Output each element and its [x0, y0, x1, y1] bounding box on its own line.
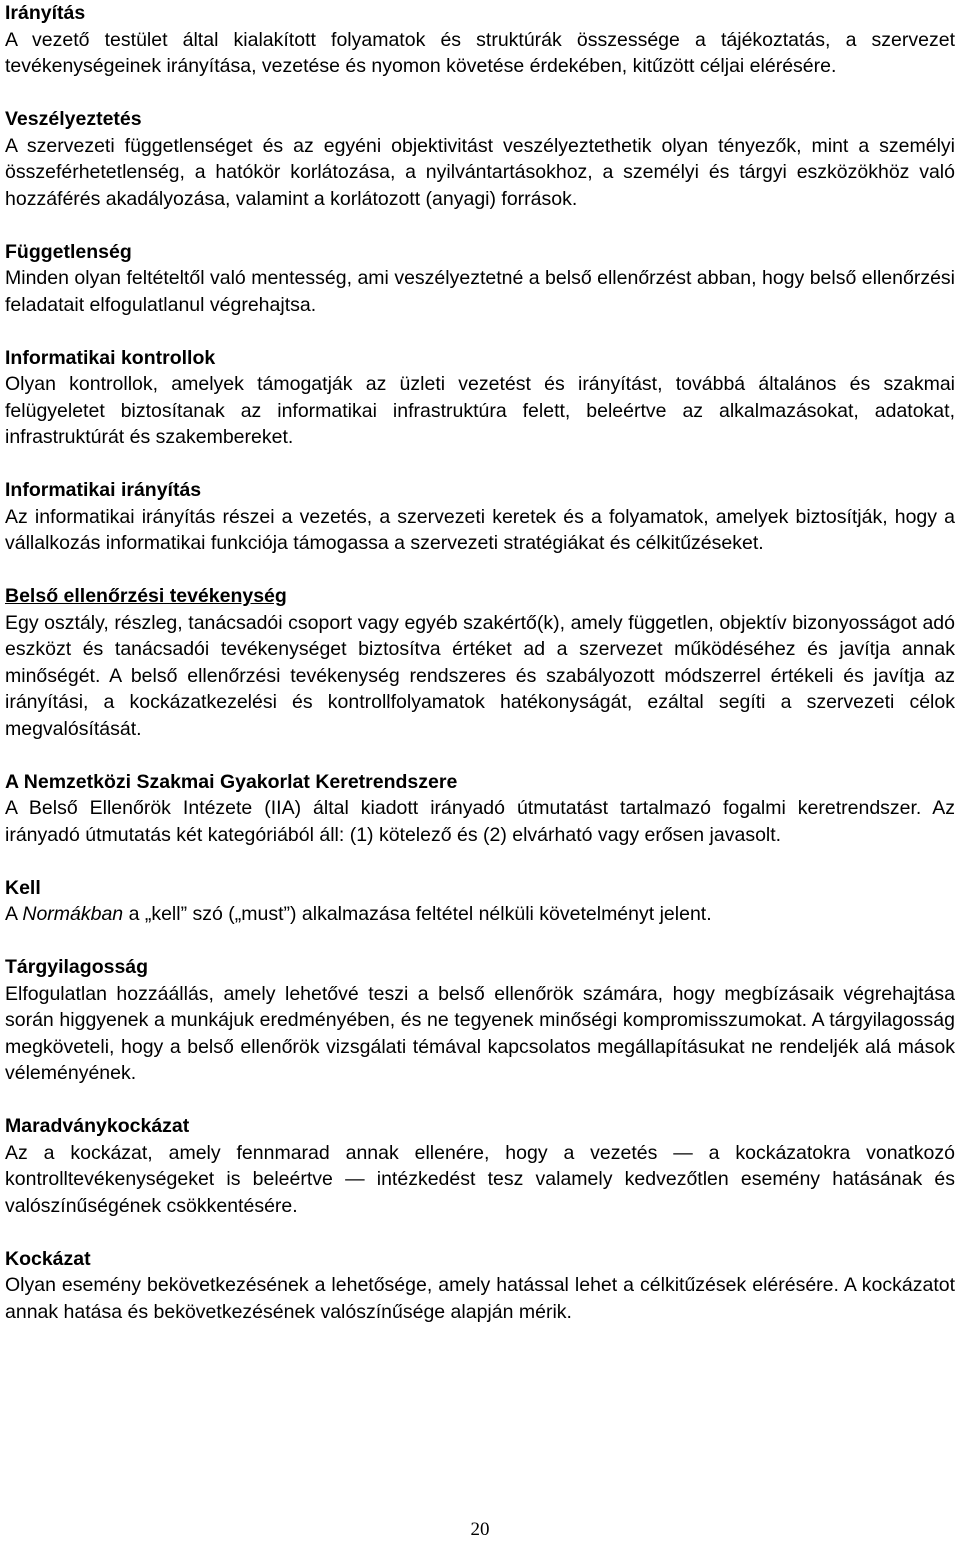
term-heading: Veszélyeztetés [5, 108, 142, 130]
glossary-entry-nemzetkozi-keretrendszer [5, 769, 955, 849]
definition-text-pre: A [5, 903, 23, 925]
glossary-entry-informatikai-iranyitas [5, 477, 955, 557]
term-heading: Belső ellenőrzési tevékenység [5, 585, 287, 607]
term-definition: Minden olyan feltételtől való mentesség, ami veszélyeztetné a belső ellenőrzést abban, hogy belső ellenőrzési feladatait elfogulatlanul végrehajtsa. [5, 267, 955, 316]
term-heading: Informatikai irányítás [5, 479, 202, 501]
term-heading: Kockázat [5, 1247, 91, 1270]
term-heading: Maradványkockázat [5, 1115, 190, 1137]
term-heading: Irányítás [5, 2, 86, 24]
term-definition: Olyan esemény bekövetkezésének a lehetősége, amely hatással lehet a célkitűzések elérésére. A kockázatot annak hatása és bekövetkezésének valószínűsége alapján mérik. [5, 1274, 955, 1323]
glossary-entry-targyilagossag [5, 954, 955, 1087]
glossary-entry-informatikai-kontrollok [5, 345, 955, 451]
term-definition: Elfogulatlan hozzáállás, amely lehetővé teszi a belső ellenőrök számára, hogy megbízásaik végrehajtása során higgyenek a munkájuk eredményében, és ne tegyenek minőségi kompromisszumokat. A tárgyilagosság megköveteli, hogy a belső ellenőrök vizsgálati témával kapcsolatos megállapításukat ne rendeljék alá mások véleményének. [5, 982, 955, 1084]
glossary-entry-maradvanykockazat [5, 1113, 955, 1219]
term-definition: Az informatikai irányítás részei a vezetés, a szervezeti keretek és a folyamatok, amelyek biztosítják, hogy a vállalkozás informatikai funkciója támogassa a szervezeti stratégiákat és célkitűzéseket. [5, 505, 955, 554]
term-definition [5, 901, 955, 928]
glossary-entry-kockazat [5, 1246, 955, 1326]
term-definition: A Belső Ellenőrök Intézete (IIA) által kiadott irányadó útmutatást tartalmazó fogalmi keretrendszer. Az irányadó útmutatás két kategóriából áll: (1) kötelező és (2) elvárható vagy erősen javasolt. [5, 797, 955, 846]
term-definition: A vezető testület által kialakított folyamatok és struktúrák összessége a tájékoztatás, a szervezet tevékenységeinek irányítása, vezetése és nyomon követése érdekében, kitűzött céljai elérésére. [5, 28, 955, 77]
glossary-entry-veszelyeztetes [5, 106, 955, 212]
glossary-entry-fuggetlenseg [5, 239, 955, 319]
term-heading: Függetlenség [5, 240, 132, 263]
term-definition: Az a kockázat, amely fennmarad annak ellenére, hogy a vezetés — a kockázatokra vonatkozó kontrolltevékenységeket is beleértve — intézkedést tesz valamely kedvezőtlen esemény hatásának és valószínűségének csökkentésére. [5, 1141, 955, 1217]
glossary-entry-iranyitas [5, 0, 955, 80]
term-heading: Informatikai kontrollok [5, 346, 216, 369]
glossary-entry-belso-ellenorzesi-tevekenyseg [5, 583, 955, 742]
term-heading: Tárgyilagosság [5, 956, 149, 978]
definition-text-emphasis: Normákban [22, 903, 124, 925]
term-definition: A szervezeti függetlenséget és az egyéni objektivitást veszélyeztethetik olyan tényezők, mint a személyi összeférhetetlenség, a hatókör korlátozása, a nyilvántartásokhoz, a személyi és tárgyi eszközökhöz való hozzáférés akadályozása, valamint a korlátozott (anyagi) források. [5, 134, 955, 210]
page-number: 20 [470, 1519, 490, 1540]
term-definition: Olyan kontrollok, amelyek támogatják az üzleti vezetést és irányítást, továbbá általános és szakmai felügyeletet biztosítanak az informatikai infrastruktúra felett, beleértve az alkalmazásokat, adatokat, infrastruktúrát és szakembereket. [5, 373, 955, 448]
document-page [5, 0, 955, 1325]
term-heading: A Nemzetközi Szakmai Gyakorlat Keretrendszere [5, 770, 458, 793]
glossary-entry-kell [5, 875, 955, 928]
term-heading: Kell [5, 876, 41, 899]
term-definition: Egy osztály, részleg, tanácsadói csoport vagy egyéb szakértő(k), amely független, objektív bizonyosságot adó eszközt és tanácsadói tevékenységet biztosítva értéket ad a szervezet működéséhez és javítja annak minőségét. A belső ellenőrzési tevékenység rendszeres és szabályozott módszerrel értékeli és javítja az irányítási, a kockázatkezelési és kontrollfolyamatok hatékonyságát, ezáltal segíti a szervezeti célok megvalósítását. [5, 611, 955, 740]
definition-text-post: a „kell” szó („must”) alkalmazása feltétel nélküli követelményt jelent. [123, 903, 712, 925]
